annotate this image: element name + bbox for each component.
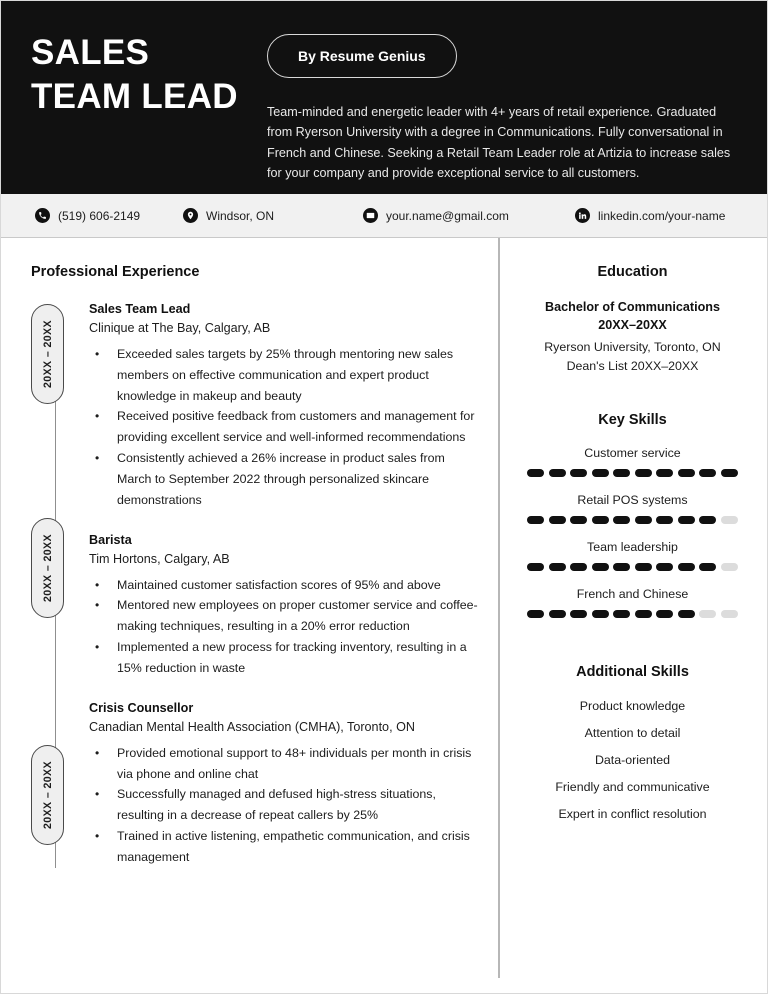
contact-phone-text: (519) 606-2149 bbox=[58, 208, 141, 223]
experience-column bbox=[1, 238, 498, 994]
job-bullet: • Exceeded sales targets by 25% through mentoring new sales members on effective communication and expert product knowledge in makeup and beauty bbox=[89, 344, 478, 406]
rating-dash-filled bbox=[699, 563, 716, 571]
additional-skill-item: Friendly and communicative bbox=[555, 779, 710, 794]
contact-item-location bbox=[183, 208, 363, 223]
job-company: Canadian Mental Health Association (CMHA), Toronto, ON bbox=[89, 719, 415, 734]
job-bullet: • Mentored new employees on proper customer service and coffee-making techniques, resulting in a 20% error reduction bbox=[89, 595, 478, 637]
job-bullet-list bbox=[89, 575, 478, 679]
key-skill-label: Customer service bbox=[584, 445, 681, 460]
rating-dash-filled bbox=[635, 563, 652, 571]
job-company: Clinique at The Bay, Calgary, AB bbox=[89, 321, 271, 335]
job-role: Sales Team Lead bbox=[89, 302, 191, 316]
key-skill-label: Team leadership bbox=[587, 539, 678, 554]
rating-dash-filled bbox=[527, 469, 544, 477]
rating-dash-filled bbox=[613, 469, 630, 477]
spacer bbox=[520, 634, 745, 664]
by-resume-genius-badge[interactable]: By Resume Genius bbox=[267, 34, 457, 78]
location-pin-icon bbox=[183, 208, 198, 223]
timeline-date-pill bbox=[31, 518, 64, 618]
job-role: Crisis Counsellor bbox=[89, 700, 194, 715]
resume-summary-text: Team-minded and energetic leader with 4+ years of retail experience. Graduated from Ryerson University with a degree in Communications. Fully conversational in French and Chinese. Seeking a Retail Team Leader role at Artizia to increase sales for your company and provide exceptional service to all customers. bbox=[267, 105, 731, 181]
education-school: Ryerson University, Toronto, ON bbox=[544, 339, 721, 354]
page-title-line-2: TEAM LEAD bbox=[31, 76, 238, 116]
rating-dash-empty bbox=[721, 610, 738, 618]
rating-dash-filled bbox=[635, 469, 652, 477]
contact-linkedin-text: linkedin.com/your-name bbox=[598, 208, 726, 223]
rating-dash-filled bbox=[678, 469, 695, 477]
rating-dash-filled bbox=[613, 516, 630, 524]
rating-dash-filled bbox=[613, 563, 630, 571]
timeline-date-text: 20XX – 20XX bbox=[41, 319, 54, 388]
key-skill-rating bbox=[520, 469, 745, 477]
job-bullet: • Maintained customer satisfaction scores of 95% and above bbox=[89, 575, 478, 596]
key-skill-item bbox=[520, 540, 745, 571]
rating-dash-filled bbox=[592, 563, 609, 571]
rating-dash-filled bbox=[656, 563, 673, 571]
rating-dash-empty bbox=[721, 516, 738, 524]
rating-dash-filled bbox=[678, 563, 695, 571]
header-summary-block bbox=[263, 27, 737, 194]
column-divider bbox=[498, 238, 500, 978]
rating-dash-filled bbox=[721, 469, 738, 477]
rating-dash-filled bbox=[635, 610, 652, 618]
rating-dash-filled bbox=[570, 469, 587, 477]
rating-dash-filled bbox=[549, 516, 566, 524]
resume-header bbox=[1, 1, 767, 194]
timeline-date-text: 20XX – 20XX bbox=[41, 760, 54, 829]
rating-dash-filled bbox=[570, 516, 587, 524]
job-bullet: • Successfully managed and defused high-stress situations, resulting in a decrease of repeat callers by 25% bbox=[89, 784, 478, 826]
rating-dash-filled bbox=[678, 610, 695, 618]
key-skill-rating bbox=[520, 610, 745, 618]
phone-icon bbox=[35, 208, 50, 223]
key-skill-label: French and Chinese bbox=[576, 586, 689, 601]
education-honors: Dean's List 20XX–20XX bbox=[566, 358, 699, 373]
key-skill-rating bbox=[520, 563, 745, 571]
rating-dash-filled bbox=[592, 469, 609, 477]
rating-dash-empty bbox=[699, 610, 716, 618]
rating-dash-filled bbox=[635, 516, 652, 524]
rating-dash-filled bbox=[656, 610, 673, 618]
rating-dash-filled bbox=[699, 516, 716, 524]
job-bullet: • Consistently achieved a 26% increase in product sales from March to September 2022 through personalized skincare demonstrations bbox=[89, 448, 478, 510]
rating-dash-filled bbox=[656, 516, 673, 524]
key-skill-rating bbox=[520, 516, 745, 524]
additional-skills-section-title: Additional Skills bbox=[576, 663, 689, 680]
rating-dash-filled bbox=[549, 469, 566, 477]
education-section-title: Education bbox=[597, 264, 668, 280]
experience-section-title: Professional Experience bbox=[31, 264, 200, 280]
job-bullet-list bbox=[89, 344, 478, 511]
rating-dash-filled bbox=[592, 610, 609, 618]
job-company: Tim Hortons, Calgary, AB bbox=[89, 551, 230, 566]
key-skill-item bbox=[520, 493, 745, 524]
contact-item-linkedin[interactable] bbox=[575, 208, 725, 223]
header-title-block bbox=[31, 27, 263, 194]
rating-dash-filled bbox=[549, 563, 566, 571]
rating-dash-filled bbox=[570, 563, 587, 571]
email-icon bbox=[363, 208, 378, 223]
experience-timeline bbox=[31, 302, 478, 868]
additional-skill-item: Expert in conflict resolution bbox=[558, 806, 707, 821]
key-skill-item bbox=[520, 587, 745, 618]
job-bullet: • Implemented a new process for tracking inventory, resulting in a 15% reduction in waste bbox=[89, 637, 478, 679]
sidebar-column bbox=[498, 238, 767, 994]
rating-dash-filled bbox=[699, 469, 716, 477]
contact-email-text: your.name@gmail.com bbox=[386, 208, 509, 223]
timeline-date-pill bbox=[31, 304, 64, 404]
rating-dash-filled bbox=[527, 610, 544, 618]
rating-dash-filled bbox=[678, 516, 695, 524]
additional-skill-item: Data-oriented bbox=[594, 752, 671, 767]
resume-body bbox=[1, 238, 767, 994]
contact-item-phone[interactable] bbox=[35, 208, 183, 223]
rating-dash-filled bbox=[527, 563, 544, 571]
experience-entry bbox=[41, 302, 478, 511]
job-bullet: • Trained in active listening, empathetic communication, and crisis management bbox=[89, 826, 478, 868]
timeline-date-text: 20XX – 20XX bbox=[41, 533, 54, 602]
rating-dash-filled bbox=[527, 516, 544, 524]
key-skills-section-title: Key Skills bbox=[598, 411, 667, 428]
job-bullet: • Received positive feedback from customers and management for providing excellent service and well-informed recommendations bbox=[89, 406, 478, 448]
job-bullet: • Provided emotional support to 48+ individuals per month in crisis via phone and online chat bbox=[89, 743, 478, 785]
experience-entry bbox=[41, 532, 478, 679]
additional-skill-item: Product knowledge bbox=[579, 698, 686, 713]
rating-dash-empty bbox=[721, 563, 738, 571]
rating-dash-filled bbox=[592, 516, 609, 524]
rating-dash-filled bbox=[613, 610, 630, 618]
rating-dash-filled bbox=[570, 610, 587, 618]
experience-entry bbox=[41, 700, 478, 868]
contact-bar bbox=[1, 194, 767, 238]
spacer bbox=[520, 376, 745, 412]
contact-location-text: Windsor, ON bbox=[206, 208, 275, 223]
linkedin-icon bbox=[575, 208, 590, 223]
job-role: Barista bbox=[89, 532, 132, 547]
rating-dash-filled bbox=[656, 469, 673, 477]
contact-item-email[interactable] bbox=[363, 208, 575, 223]
rating-dash-filled bbox=[549, 610, 566, 618]
additional-skill-item: Attention to detail bbox=[584, 725, 681, 740]
key-skill-label: Retail POS systems bbox=[577, 492, 688, 507]
education-years: 20XX–20XX bbox=[598, 318, 667, 333]
timeline-date-pill bbox=[31, 745, 64, 845]
key-skill-item bbox=[520, 446, 745, 477]
education-degree: Bachelor of Communications bbox=[545, 300, 720, 314]
job-bullet-list bbox=[89, 743, 478, 868]
page-title-line-1: SALES bbox=[31, 33, 150, 72]
